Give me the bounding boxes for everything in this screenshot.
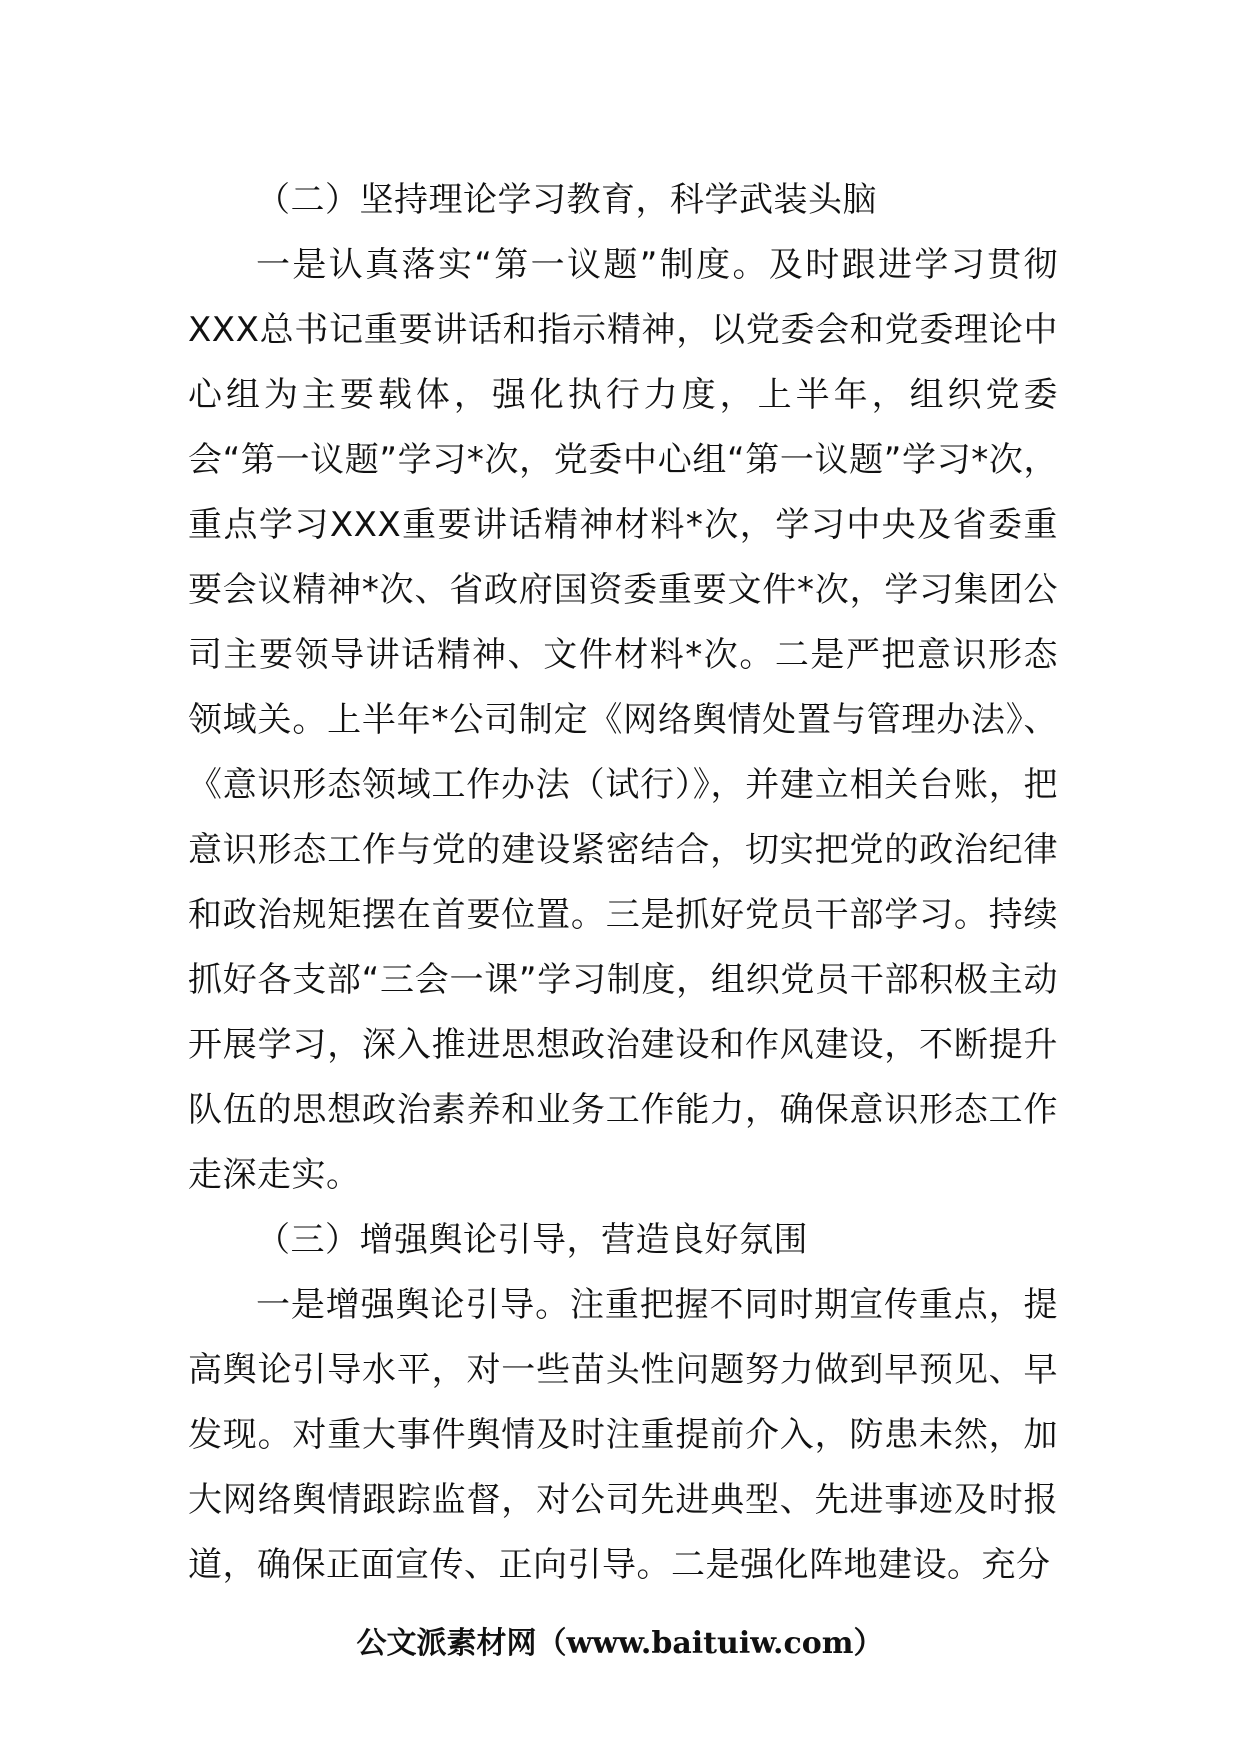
document-body — [188, 168, 1058, 1598]
section-heading-2: （二）坚持理论学习教育，科学武装头脑 — [256, 180, 877, 220]
section-paragraph-2: 一是认真落实“第一议题”制度。及时跟进学习贯彻XXX总书记重要讲话和指示精神，以党委会和党委理论中心组为主要载体，强化执行力度，上半年，组织党委会“第一议题”学习*次，党委中心组“第一议题”学习*次，重点学习XXX重要讲话精神材料*次，学习中央及省委重要会议精神*次、省政府国资委重要文件*次，学习集团公司主要领导讲话精神、文件材料*次。二是严把意识形态领域关。上半年*公司制定《网络舆情处置与管理办法》、《意识形态领域工作办法（试行）》，并建立相关台账，把意识形态工作与党的建设紧密结合，切实把党的政治纪律和政治规矩摆在首要位置。三是抓好党员干部学习。持续抓好各支部“三会一课”学习制度，组织党员干部积极主动开展学习，深入推进思想政治建设和作风建设，不断提升队伍的思想政治素养和业务工作能力，确保意识形态工作走深走实。 — [188, 245, 1058, 1195]
section-heading-3: （三）增强舆论引导，营造良好氛围 — [256, 1220, 808, 1260]
footer-watermark: 公文派素材网（www.baituiw.com） — [356, 1626, 884, 1661]
section-paragraph-3: 一是增强舆论引导。注重把握不同时期宣传重点，提高舆论引导水平，对一些苗头性问题努力做到早预见、早发现。对重大事件舆情及时注重提前介入，防患未然，加大网络舆情跟踪监督，对公司先进典型、先进事迹及时报道，确保正面宣传、正向引导。二是强化阵地建设。充分 — [188, 1285, 1058, 1585]
